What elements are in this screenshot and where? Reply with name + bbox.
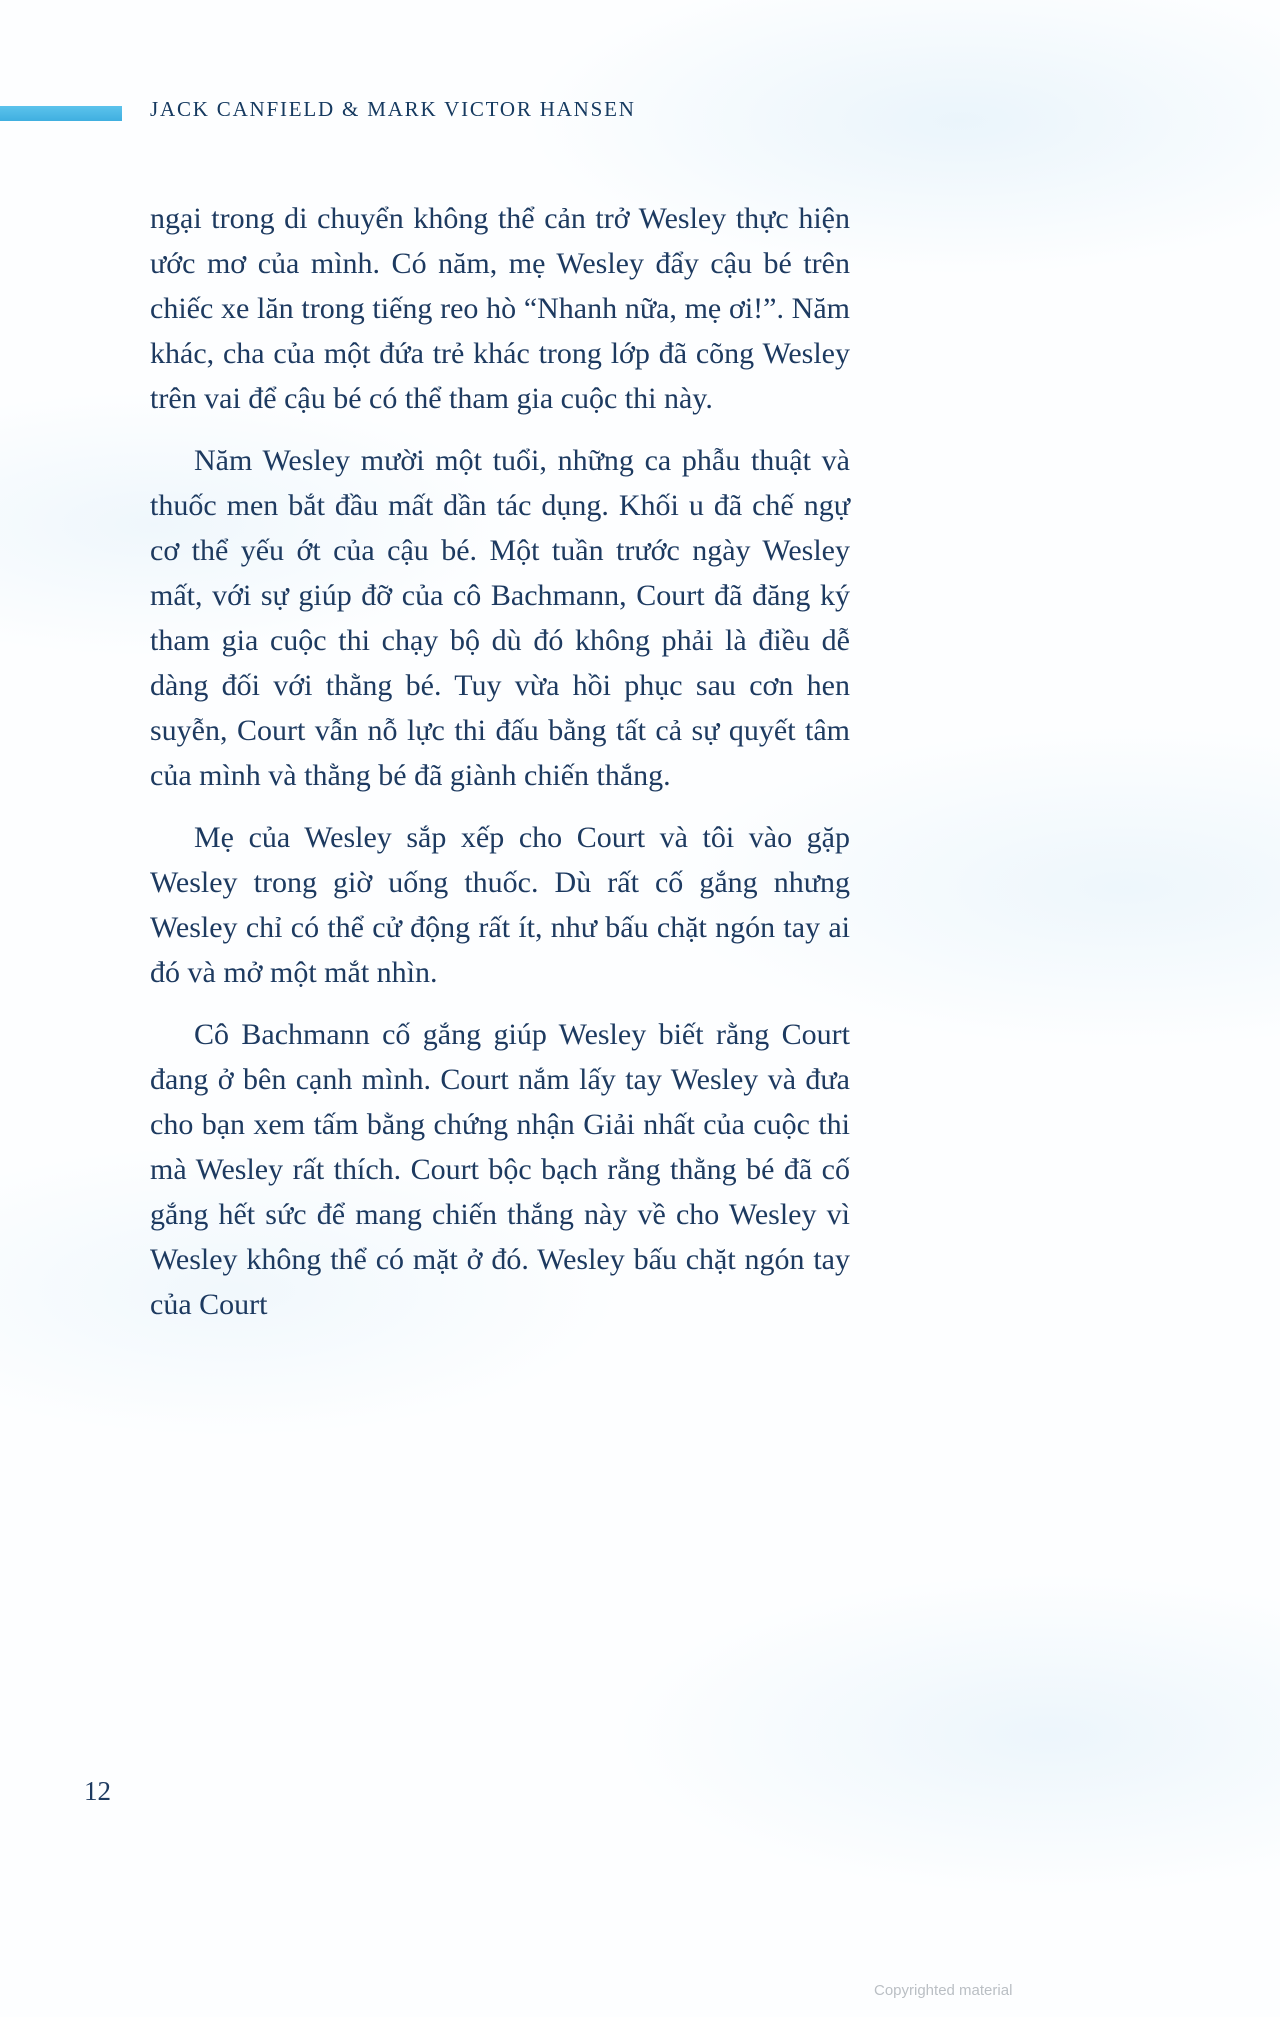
- page-number: 12: [84, 1776, 111, 1806]
- body-text: [150, 196, 850, 1344]
- header-authors: JACK CANFIELD & MARK VICTOR HANSEN: [150, 97, 636, 121]
- paragraph-2: Năm Wesley mười một tuổi, những ca phẫu thuật và thuốc men bắt đầu mất dần tác dụng. Khối u đã chế ngự cơ thể yếu ớt của cậu bé. Một tuần trước ngày Wesley mất, với sự giúp đỡ của cô Bachmann, Court đã đăng ký tham gia cuộc thi chạy bộ dù đó không phải là điều dễ dàng đối với thằng bé. Tuy vừa hồi phục sau cơn hen suyễn, Court vẫn nỗ lực thi đấu bằng tất cả sự quyết tâm của mình và thằng bé đã giành chiến thắng.: [150, 444, 850, 792]
- paragraph-4: Cô Bachmann cố gắng giúp Wesley biết rằng Court đang ở bên cạnh mình. Court nắm lấy tay Wesley và đưa cho bạn xem tấm bằng chứng nhận Giải nhất của cuộc thi mà Wesley rất thích. Court bộc bạch rằng thằng bé đã cố gắng hết sức để mang chiến thắng này về cho Wesley vì Wesley không thể có mặt ở đó. Wesley bấu chặt ngón tay của Court: [150, 1018, 850, 1321]
- paragraph-1: ngại trong di chuyển không thể cản trở Wesley thực hiện ước mơ của mình. Có năm, mẹ Wesley đẩy cậu bé trên chiếc xe lăn trong tiếng reo hò “Nhanh nữa, mẹ ơi!”. Năm khác, cha của một đứa trẻ khác trong lớp đã cõng Wesley trên vai để cậu bé có thể tham gia cuộc thi này.: [150, 202, 850, 415]
- copyright-watermark: Copyrighted material: [874, 1982, 1013, 1999]
- header-accent-bar: [0, 106, 122, 121]
- paragraph-3: Mẹ của Wesley sắp xếp cho Court và tôi vào gặp Wesley trong giờ uống thuốc. Dù rất cố gắng nhưng Wesley chỉ có thể cử động rất ít, như bấu chặt ngón tay ai đó và mở một mắt nhìn.: [150, 821, 850, 989]
